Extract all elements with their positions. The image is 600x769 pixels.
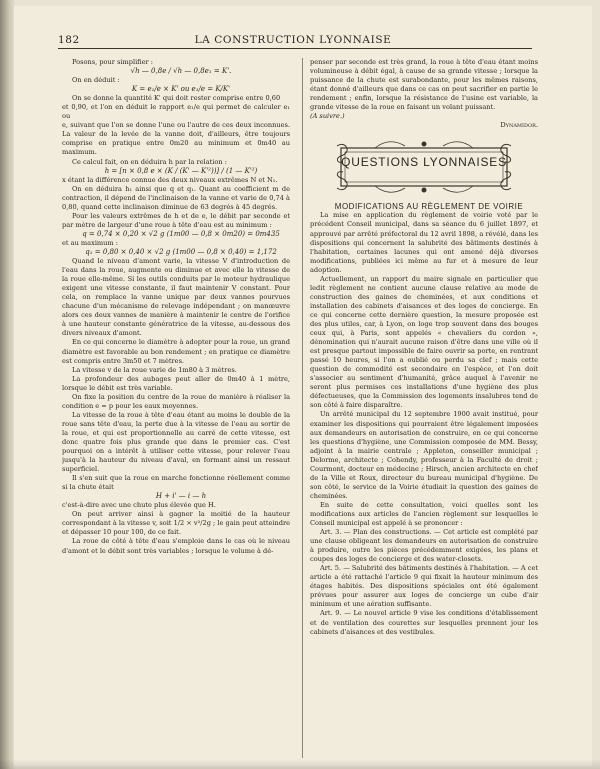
paragraph: Quand le niveau d'amont varie, la vitesse V d'introduction de l'eau dans la roue, augmente ou diminue et avec elle la vitesse de la roue elle-même. Si les outils conduits par le moteur hydraulique exigent une vitesse constante, il faut maintenir V constant. Pour cela, on remplace la vanne unique par deux vannes pourvues chacune d'un mécanisme de relevage indépendant ; on manœuvre alors ces deux vannes de manière à maintenir le centre de l'orifice à une hauteur constante génératrice de la vitesse, au-dessous des divers niveaux d'amont. — [62, 257, 290, 338]
header-rule — [58, 48, 532, 49]
paragraph: On fixe la position du centre de la roue de manière à réaliser la condition e = p pour les eaux moyennes. — [62, 392, 290, 410]
paragraph: Pour les valeurs extrêmes de h et de e, le débit par seconde et par mètre de largeur d'une roue à tête d'eau est au minimum : — [62, 211, 290, 229]
paragraph: x étant la différence connue des deux niveaux extrêmes N et N₁. — [62, 175, 278, 184]
paragraph: En ce qui concerne le diamètre à adopter pour la roue, un grand diamètre est favorable au bon rendement ; en pratique ce diamètre est compris entre 3m50 et 7 mètres. — [62, 338, 290, 365]
paragraph: penser par seconde est très grand, la roue à tête d'eau étant moins volumineuse à débit égal, à cause de sa grande vitesse ; lorsque la puissance de la chute est surabondante, pour les mêmes raisons, étant donné d'ailleurs que dans ce cas on peut sacrifier en partie le rendement ; enfin, lorsque la résistance de l'usine est variable, la grande vitesse de la roue en faisant un volant puissant. — [310, 58, 538, 112]
right-column — [310, 58, 538, 739]
paragraph: Posons, pour simplifier : — [72, 58, 153, 66]
paragraph: Un arrêté municipal du 12 septembre 1900 avait institué, pour examiner les dispositions qui pourraient être légalement imposées aux demandeurs en autorisation de construire, en ce qui concerne les questions d'hygiène, une Commission composée de MM. Bessy, adjoint à la mairie centrale ; Appleton, conseiller municipal ; Delorme, architecte ; Cohendy, professeur à la Faculté de droit ; Courmont, docteur en médecine ; Hirsch, ancien architecte en chef de la Ville et Roux, directeur du bureau municipal d'hygiène. De son côté, le service de la Voirie étudiait la question des gaines de cheminées. — [310, 410, 538, 500]
page-bottom-shadow — [0, 759, 600, 769]
paragraph: On en déduit : — [72, 76, 120, 85]
paragraph: e, suivant que l'on se donne l'une ou l'autre de ces deux inconnues. La valeur de la levée de la vanne doit, d'ailleurs, être toujours comprise en pratique entre 0m20 au minimum et 0m40 au maximum. — [62, 121, 290, 157]
paragraph: c'est-à-dire avec une chute plus élevée que H. — [62, 501, 216, 510]
paragraph: et au maximum : — [62, 238, 119, 247]
formula: K = e₁/e × K' ou e₁/e = K/K' — [131, 85, 231, 94]
paragraph: La roue de côté à tête d'eau s'emploie dans le cas où le niveau d'amont et le débit sont très variables ; lorsque le volume à dé- — [62, 537, 290, 555]
banner-title: QUESTIONS LYONNAISES — [341, 155, 507, 170]
formula: √h — 0,8e / √h — 0,8e₁ = K'. — [130, 67, 232, 76]
paragraph: et 0,90, et l'on en déduit le rapport e₁/e qui permet de calculer e₁ ou — [62, 103, 290, 121]
paragraph: Actuellement, un rapport du maire signale en particulier que ledit règlement ne contient aucune clause relative au mode de construction des gaines de cheminées, et aux conditions et installation des cabinets d'aisances et des loges de concierge. En ce qui concerne cette dernière question, la mesure proposée est des plus utiles, car, à Lyon, on loge trop souvent dans des bouges ceux qui, à Paris, sont appelés « chevaliers du cordon », dénomination qui n'aurait aucune raison d'être dans une ville où il est presque partout impossible de faire ouvrir sa porte, en rentrant passé 10 heures, si l'on a oublié ou perdu sa clef ; mais cette question de commodité est secondaire en l'espèce, et l'on doit s'associer au sentiment d'humanité, grâce auquel à l'avenir ne seront plus permises ces installations d'une hygiène des plus défectueuses, que la Commission des logements insalubres tend de son côté à faire disparaître. — [310, 274, 538, 410]
paragraph: En suite de cette consultation, voici quelles sont les modifications aux articles de l'ancien règlement sur lesquelles le Conseil municipal est appelé à se prononcer : — [310, 500, 538, 528]
paragraph: La vitesse v de la roue varie de 1m80 à 3 mètres. — [72, 365, 237, 374]
left-column — [62, 58, 290, 739]
paragraph: La profondeur des aubages peut aller de 0m40 à 1 mètre, lorsque le débit est très variable. — [62, 374, 290, 392]
paragraph: La mise en application du règlement de voirie voté par le précédent Conseil municipal, dans sa séance du 6 juillet 1897, et approuvé par arrêté préfectoral du 12 avril 1898, a révélé, dans les dispositions qui concernent la salubrité des bâtiments destinés à l'habitation, certaines lacunes qui ont amené déjà diverses modifications, publiées ici même au fur et à mesure de leur adoption. — [310, 211, 538, 274]
paragraph: On peut arriver ainsi à gagner la moitié de la hauteur correspondant à la vitesse v, soit 1/2 × v²/2g ; le gain peut atteindre et dépasser 10 pour 100, de ce fait. — [62, 510, 290, 537]
paragraph: Art. 5. — Salubrité des bâtiments destinés à l'habitation. — A cet article a été rattaché l'article 9 qui fixait la hauteur minimum des étages habités. Des dispositions spéciales ont été également prévues pour assurer aux loges de concierge un cube d'air minimum et une aération suffisante. — [310, 564, 538, 609]
paragraph: Ce calcul fait, on en déduira h par la relation : — [72, 157, 227, 166]
to-be-continued: (A suivre.) — [310, 112, 345, 121]
formula: q₁ = 0,80 × 0,40 × √2 g (1m00 — 0,8 × 0,40) = 1,172 — [85, 247, 277, 256]
column-divider — [302, 58, 303, 758]
journal-title: LA CONSTRUCTION LYONNAISE — [194, 34, 392, 46]
paragraph: Art. 9. — Le nouvel article 9 vise les conditions d'établissement et de ventilation des courettes sur lesquelles prennent jour les cabinets d'aisances et des vestibules. — [310, 609, 538, 636]
section-title: MODIFICATIONS AU RÈGLEMENT DE VOIRIE — [334, 202, 524, 212]
page-number: 182 — [58, 34, 80, 46]
formula: h = [n × 0,8 e × (K / (K' — K'²))] / (1 — K'²) — [104, 166, 258, 175]
section-banner — [335, 138, 513, 196]
formula: q = 0,74 × 0,20 × √2 g (1m00 — 0,8 × 0m20) = 0m435 — [82, 229, 280, 238]
paragraph: Art. 3. — Plan des constructions. — Cet article est complété par une clause obligeant les demandeurs en autorisation de construire à produire, outre les pièces précédemment exigées, les plans et coupes des loges de concierge et des water-closets. — [310, 528, 538, 564]
formula: H + i' — i — h — [155, 492, 207, 501]
paragraph: La vitesse de la roue à tête d'eau étant au moins le double de la roue sans tête d'eau, la perte due à la vitesse de l'eau au sortir de la roue, et qui est proportionnelle au carré de cette vitesse, est donc quatre fois plus grande que dans le premier cas. C'est pourquoi on a intérêt à utiliser cette vitesse, pour relever l'eau jusqu'à la hauteur du niveau d'aval, en formant ainsi un ressaut superficiel. — [62, 410, 290, 474]
paragraph: On en déduira h₁ ainsi que q et q₁. Quant au coefficient m de contraction, il dépend de l'inclinaison de la vanne et varie de 0,74 à 0,80, quand cette inclinaison diminue de 63 degrés à 45 degrés. — [62, 184, 290, 211]
author-signature: Dynamidor. — [500, 121, 538, 130]
paragraph: Il s'en suit que la roue en marche fonctionne réellement comme si la chute était — [62, 474, 290, 492]
paragraph: On se donne la quantité K' qui doit rester comprise entre 0,60 — [72, 94, 281, 103]
